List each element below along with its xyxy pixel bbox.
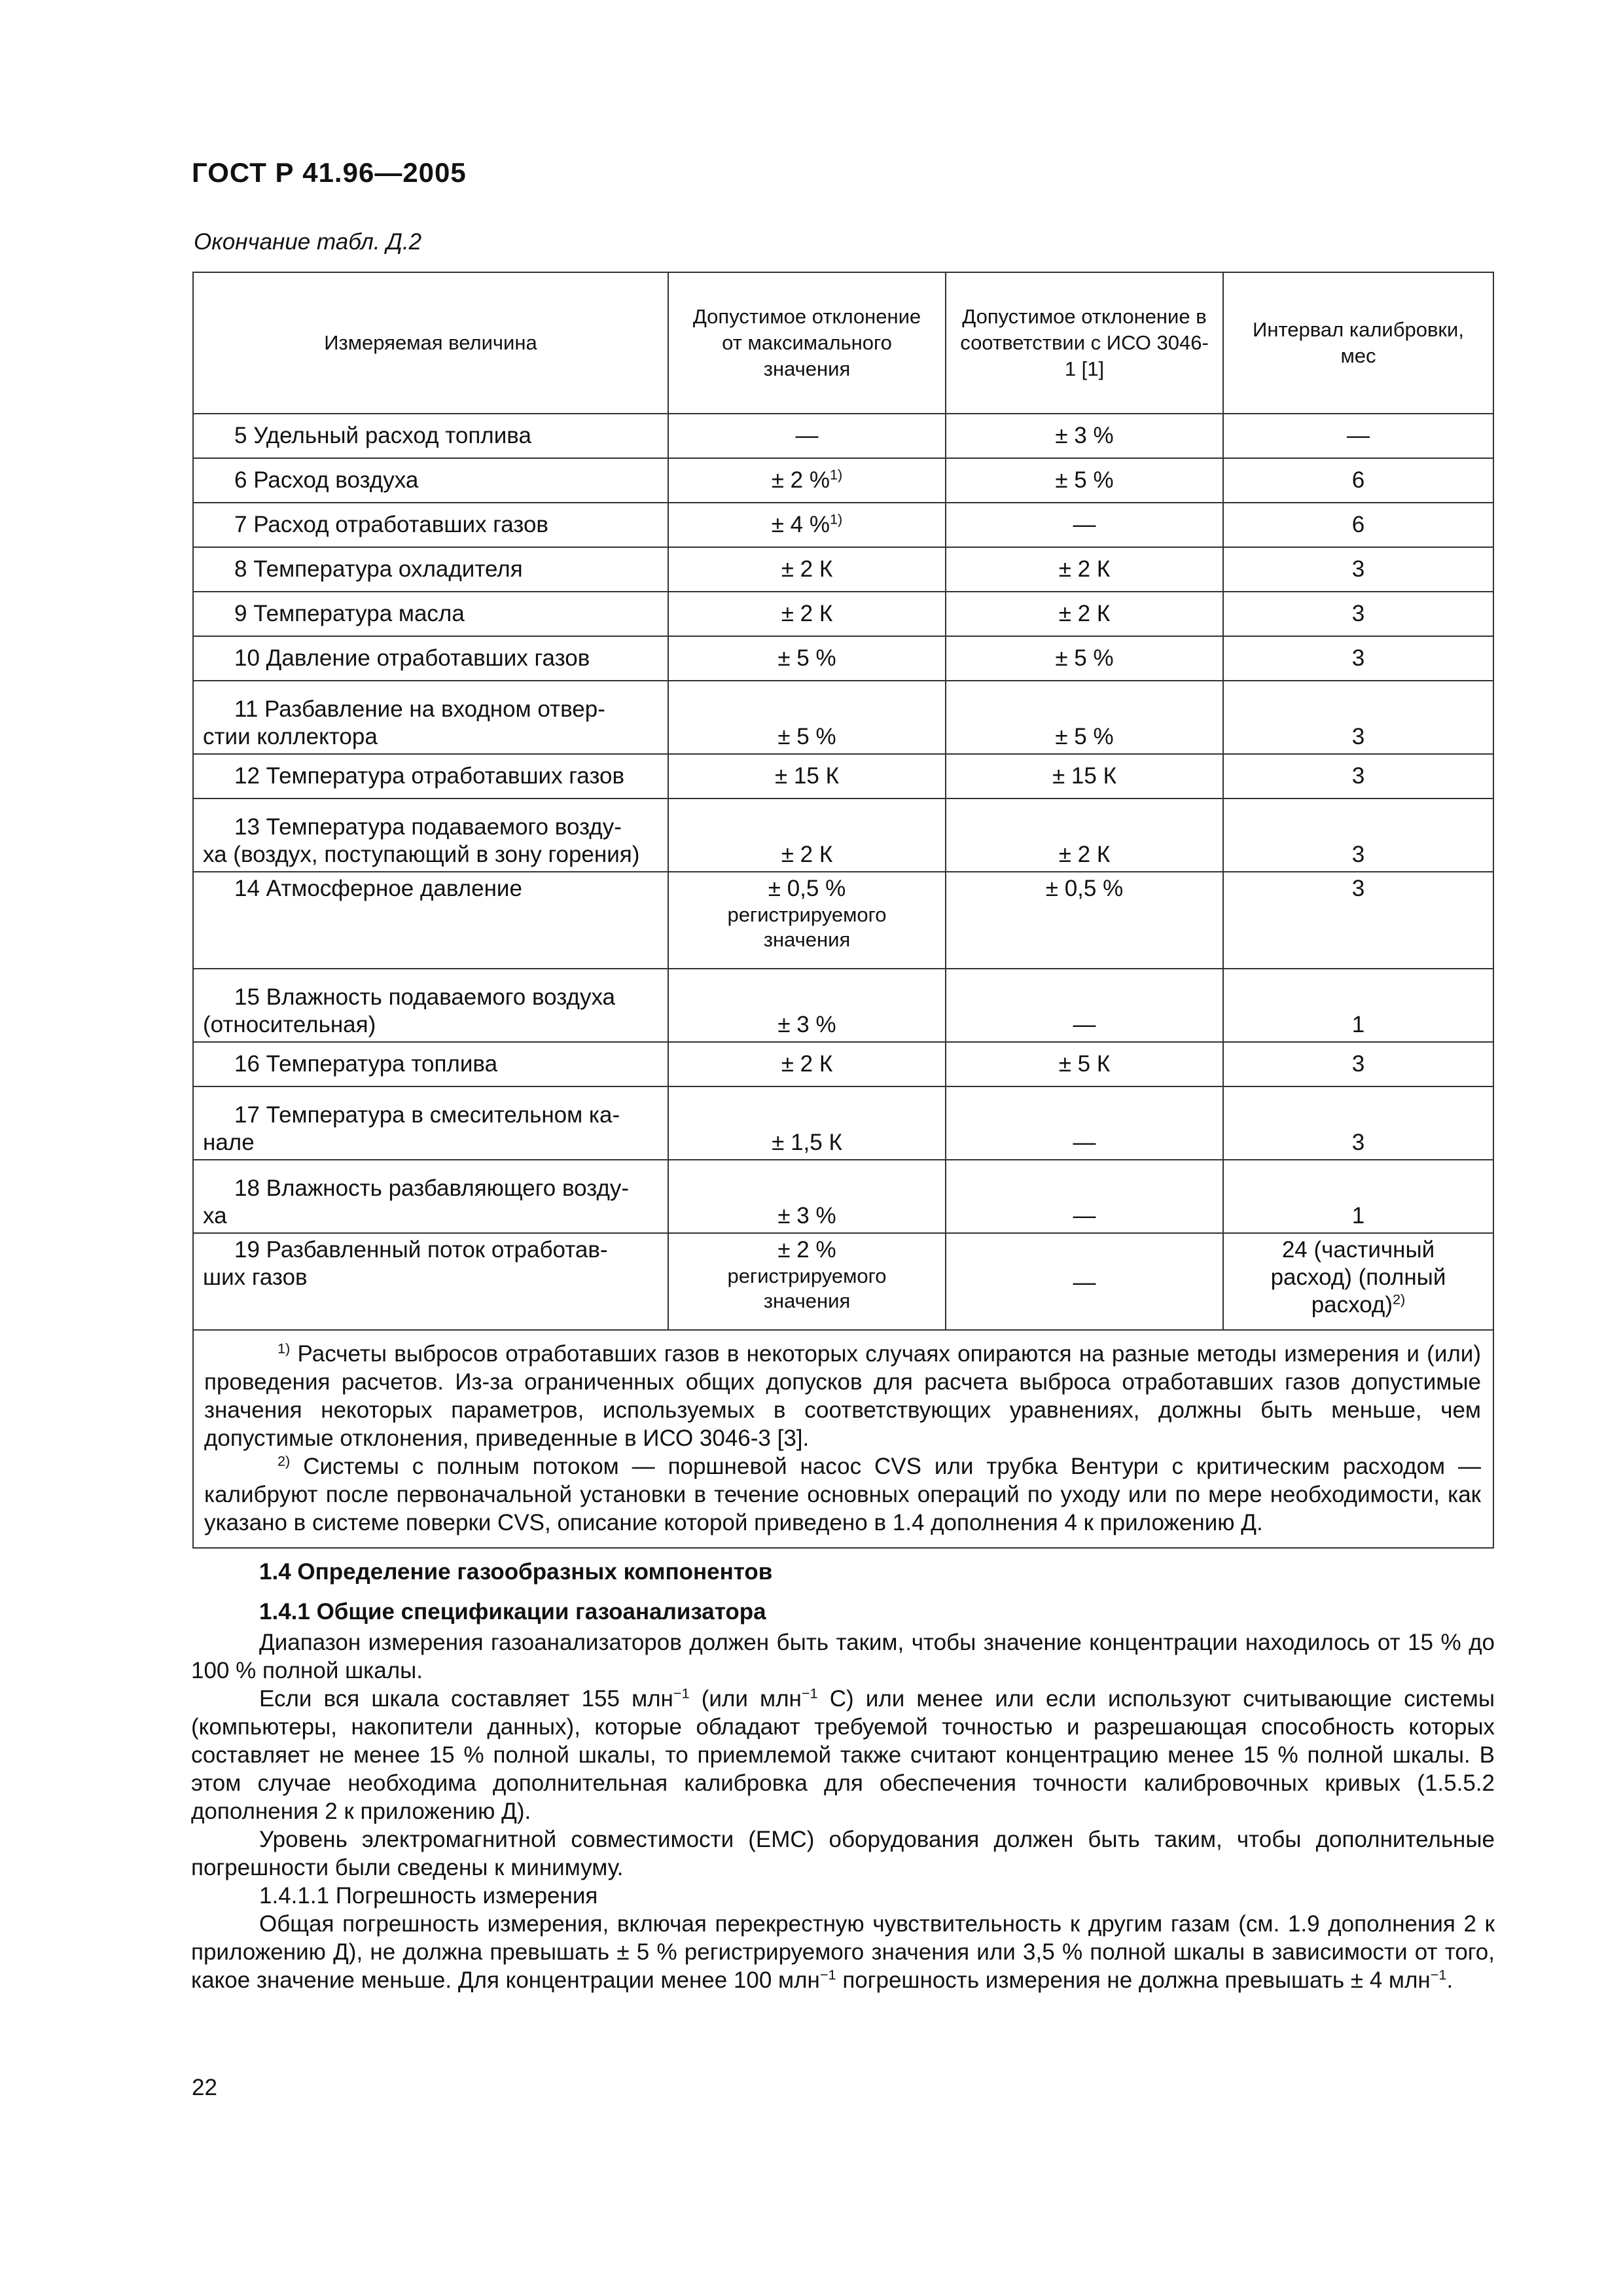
row-name: 19 Разбавленный поток отработав- ших газов <box>193 1233 668 1330</box>
row-dev-max: ± 2 К <box>668 1042 946 1086</box>
row-name: 14 Атмосферное давление <box>193 872 668 969</box>
row-name: 12 Температура отработавших газов <box>193 754 668 798</box>
table-row <box>193 1042 1493 1086</box>
table-row <box>193 1086 1493 1160</box>
paragraph: Общая погрешность измерения, включая перекрестную чувствительность к другим газам (см. 1.9 дополнения 2 к приложению Д), не должна превышать ± 5 % регистрируемого значения или 3,5 % полной шкалы в зависимости от того, какое значение меньше. Для концентрации менее 100 млн$^{-1}$ погрешность измерения не должна превышать ± 4 млн$^{-1}$. <box>191 1911 1495 1993</box>
row-dev-iso: ± 2 К <box>946 592 1223 636</box>
row-dev-max: ± 5 % <box>668 636 946 681</box>
table-row <box>193 414 1493 458</box>
row-dev-iso: ± 5 % <box>946 681 1223 754</box>
document-id: ГОСТ Р 41.96—2005 <box>192 157 467 188</box>
row-dev-iso: — <box>946 1233 1223 1330</box>
row-interval: 3 <box>1223 798 1493 872</box>
row-interval: 1 <box>1223 1160 1493 1233</box>
paragraph: Если вся шкала составляет 155 млн$^{-1}$ (или млн$^{-1}$ С) или менее или если используют считывающие системы (компьютеры, накопители данных), которые обладают требуемой точностью и разрешающая способность которых составляет не менее 15 % полной шкалы, то приемлемой также считают концентрацию менее 15 % полной шкалы. В этом случае необходима дополнительная калибровка для обеспечения точности калибровочных кривых (1.5.5.2 дополнения 2 к приложению Д). <box>191 1685 1495 1824</box>
section-body <box>191 1551 1495 1994</box>
row-interval: 3 <box>1223 592 1493 636</box>
table-header-row <box>193 272 1493 414</box>
row-dev-iso: ± 3 % <box>946 414 1223 458</box>
header-iso-deviation: Допустимое отклонение в соответствии с ИСО 3046-1 [1] <box>946 272 1223 414</box>
row-dev-max: ± 3 % <box>668 1160 946 1233</box>
footnote-ref: 2) <box>1393 1291 1406 1308</box>
row-dev-iso: ± 15 К <box>946 754 1223 798</box>
row-dev-max: ± 2 %$^{1)}$ <box>668 458 946 503</box>
row-dev-max: ± 2 К <box>668 592 946 636</box>
row-dev-max: ± 5 % <box>668 681 946 754</box>
row-interval: 3 <box>1223 1086 1493 1160</box>
row-name: 17 Температура в смесительном ка- нале <box>193 1086 668 1160</box>
row-dev-max: ± 2 % регистрируемого значения <box>668 1233 946 1330</box>
row-dev-iso: ± 0,5 % <box>946 872 1223 969</box>
row-dev-max: ± 4 %$^{1)}$ <box>668 503 946 547</box>
row-dev-iso: — <box>946 969 1223 1042</box>
paragraph: 1.4.1.1 Погрешность измерения <box>259 1883 598 1909</box>
paragraph: Диапазон измерения газоанализаторов должен быть таким, чтобы значение концентрации находилось от 15 % до 100 % полной шкалы. <box>191 1630 1495 1683</box>
row-name: 15 Влажность подаваемого воздуха (относительная) <box>193 969 668 1042</box>
row-interval: 3 <box>1223 636 1493 681</box>
row-dev-iso: — <box>946 1086 1223 1160</box>
table-notes-row <box>193 1330 1493 1548</box>
section-heading: 1.4 Определение газообразных компонентов <box>259 1559 773 1585</box>
row-name: 5 Удельный расход топлива <box>193 414 668 458</box>
table-footnotes <box>193 1330 1493 1548</box>
row-dev-max: ± 0,5 % регистрируемого значения <box>668 872 946 969</box>
header-measured-quantity: Измеряемая величина <box>193 272 668 414</box>
footnote-ref: 1) <box>829 511 843 528</box>
row-dev-iso: ± 2 К <box>946 798 1223 872</box>
footnote-1: $^{1)}$ Расчеты выбросов отработавших газов в некоторых случаях опираются на разные методы измерения и (или) проведения расчетов. Из-за ограниченных общих допусков для расчета выброса отработавших газов допустимые значения некоторых параметров, используемых в соответствующих уравнениях, должны быть меньше, чем допустимые отклонения, приведенные в ИСО 3046-3 [3]. <box>204 1340 1481 1451</box>
footnote-ref: 1) <box>829 466 843 483</box>
table-row <box>193 681 1493 754</box>
table-row <box>193 1233 1493 1330</box>
row-name: 9 Температура масла <box>193 592 668 636</box>
row-dev-iso: — <box>946 503 1223 547</box>
row-name: 18 Влажность разбавляющего возду- ха <box>193 1160 668 1233</box>
row-interval: 1 <box>1223 969 1493 1042</box>
table-row <box>193 547 1493 592</box>
row-dev-iso: ± 5 % <box>946 636 1223 681</box>
row-name: 7 Расход отработавших газов <box>193 503 668 547</box>
table-row <box>193 636 1493 681</box>
table-row <box>193 872 1493 969</box>
row-interval: 3 <box>1223 681 1493 754</box>
row-interval: 24 (частичный расход) (полный расход)$^{2)}$ <box>1223 1233 1493 1330</box>
row-name: 13 Температура подаваемого возду- ха (воздух, поступающий в зону горения) <box>193 798 668 872</box>
table-row <box>193 754 1493 798</box>
row-name: 11 Разбавление на входном отвер- стии коллектора <box>193 681 668 754</box>
row-name: 6 Расход воздуха <box>193 458 668 503</box>
row-dev-max: ± 2 К <box>668 547 946 592</box>
row-dev-max: ± 3 % <box>668 969 946 1042</box>
row-interval: 6 <box>1223 458 1493 503</box>
table-caption: Окончание табл. Д.2 <box>194 229 422 255</box>
header-calibration-interval: Интервал калибровки, мес <box>1223 272 1493 414</box>
row-name: 10 Давление отработавших газов <box>193 636 668 681</box>
row-dev-max: ± 2 К <box>668 798 946 872</box>
row-interval: — <box>1223 414 1493 458</box>
table-row <box>193 503 1493 547</box>
row-dev-iso: ± 5 К <box>946 1042 1223 1086</box>
subsection-heading: 1.4.1 Общие спецификации газоанализатора <box>259 1599 766 1624</box>
paragraph: Уровень электромагнитной совместимости (ЕМС) оборудования должен быть таким, чтобы дополнительные погрешности были сведены к минимуму. <box>191 1827 1495 1880</box>
row-name: 16 Температура топлива <box>193 1042 668 1086</box>
row-interval: 3 <box>1223 754 1493 798</box>
row-interval: 6 <box>1223 503 1493 547</box>
row-name: 8 Температура охладителя <box>193 547 668 592</box>
row-dev-max: ± 15 К <box>668 754 946 798</box>
row-dev-max: — <box>668 414 946 458</box>
table-row <box>193 969 1493 1042</box>
calibration-table <box>192 272 1494 1549</box>
table-row <box>193 592 1493 636</box>
row-interval: 3 <box>1223 547 1493 592</box>
footnote-2: $^{2)}$ Системы с полным потоком — поршневой насос CVS или трубка Вентури с критическим расходом — калибруют после первоначальной установки в течение основных операций по уходу или по мере необходимости, как указано в системе поверки CVS, описание которой приведено в 1.4 дополнения 4 к приложению Д. <box>204 1452 1481 1535</box>
header-max-deviation: Допустимое отклонение от максимального значения <box>668 272 946 414</box>
row-dev-max: ± 1,5 К <box>668 1086 946 1160</box>
row-dev-iso: ± 2 К <box>946 547 1223 592</box>
table-row <box>193 458 1493 503</box>
table-row <box>193 798 1493 872</box>
table-row <box>193 1160 1493 1233</box>
row-dev-iso: — <box>946 1160 1223 1233</box>
page-number: 22 <box>192 2075 217 2100</box>
row-interval: 3 <box>1223 872 1493 969</box>
row-interval: 3 <box>1223 1042 1493 1086</box>
row-dev-iso: ± 5 % <box>946 458 1223 503</box>
